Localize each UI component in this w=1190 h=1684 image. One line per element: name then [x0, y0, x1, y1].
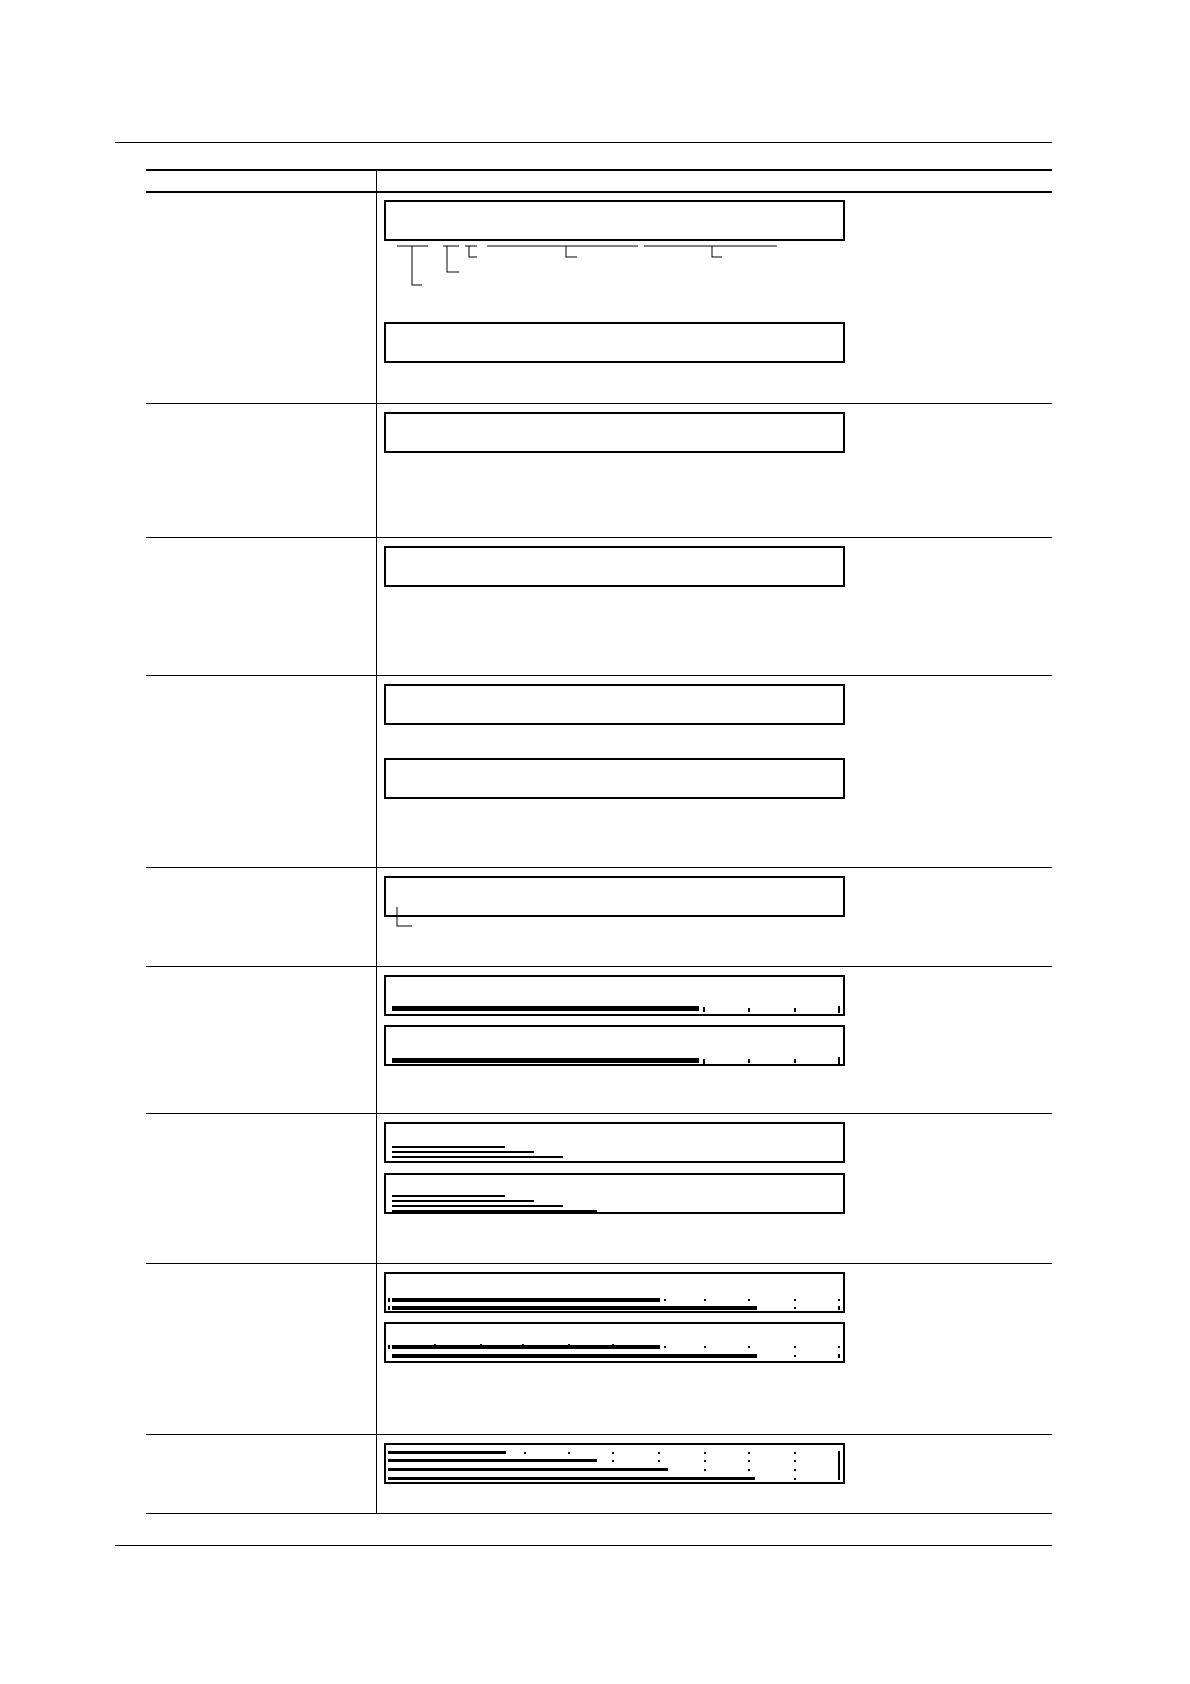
- dual-bar-graphic: [386, 1274, 847, 1315]
- bar-meter-graphic: [386, 977, 847, 1018]
- bar-stack-graphic: [386, 1124, 847, 1165]
- bar-meter-row6-b: [384, 1025, 845, 1066]
- dual-bar-meter-row8-a: [384, 1272, 845, 1313]
- bar-meter-row6-a: [384, 975, 845, 1016]
- bar-stack-graphic: [386, 1175, 847, 1216]
- bar-meter-graphic: [386, 1027, 847, 1068]
- dual-bar-graphic: [386, 1324, 847, 1365]
- quad-bar-graphic: [386, 1445, 847, 1486]
- dual-bar-meter-row8-b: [384, 1322, 845, 1363]
- bar-stack-row7-b: [384, 1173, 845, 1214]
- quad-bar-meter-row9: [384, 1443, 845, 1484]
- bar-stack-row7-a: [384, 1122, 845, 1163]
